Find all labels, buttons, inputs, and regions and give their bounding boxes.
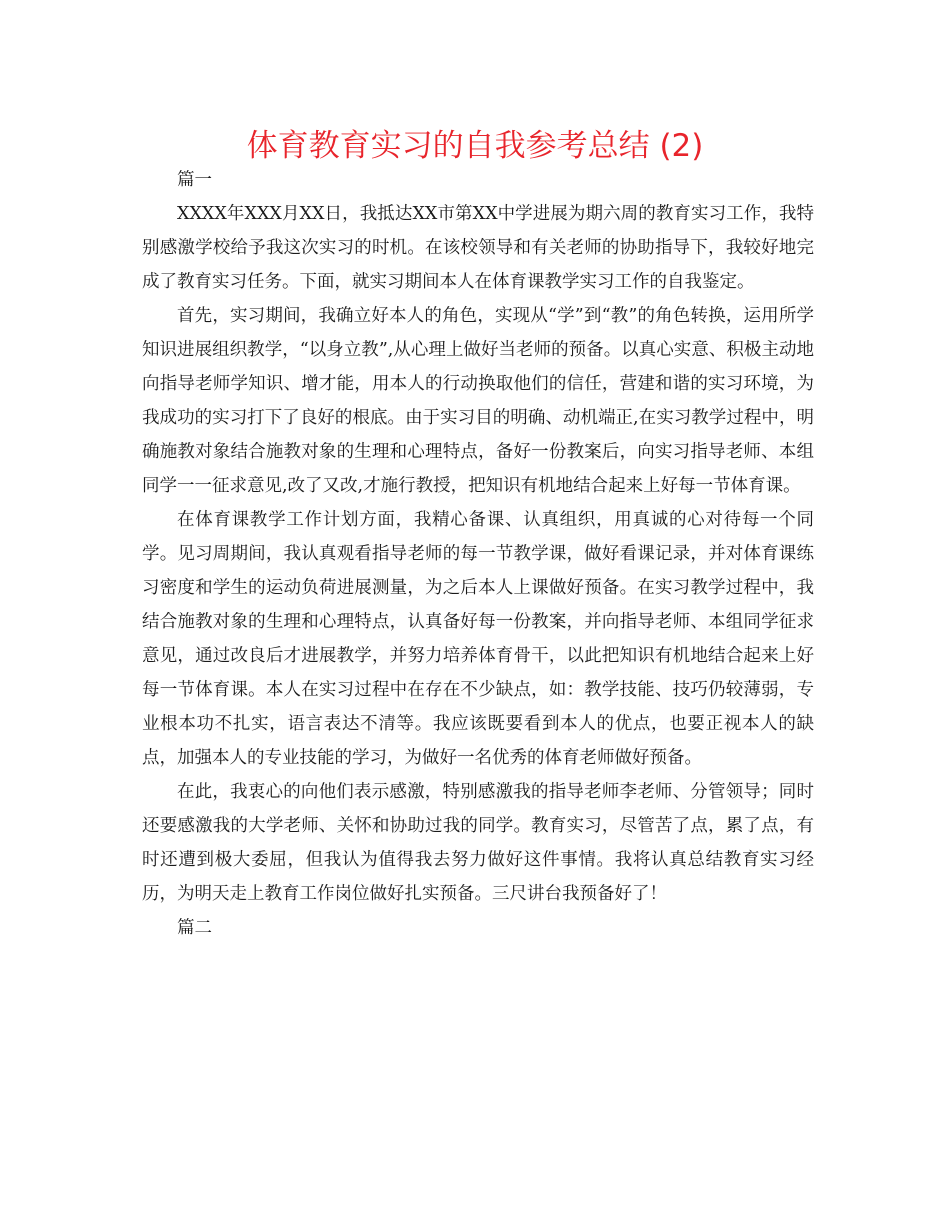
body-paragraph: XXXX年XXX月XX日，我抵达XX市第XX中学进展为期六周的教育实习工作，我特别感激学校给予我这次实习的时机。在该校领导和有关老师的协助指导下，我较好地完成了教育实习任务。下面，就实习期间本人在体育课教学实习工作的自我鉴定。 xyxy=(142,204,814,292)
body-paragraph: 在此，我衷心的向他们表示感激，特别感激我的指导老师李老师、分管领导；同时还要感激我的大学老师、关怀和协助过我的同学。教育实习，尽管苦了点，累了点，有时还遭到极大委屈，但我认为值得我去努力做好这件事情。我将认真总结教育实习经历，为明天走上教育工作岗位做好扎实预备。三尺讲台我预备好了！ xyxy=(142,782,814,904)
section-heading-one: 篇一 xyxy=(177,170,212,190)
section-heading-two: 篇二 xyxy=(177,918,212,938)
document-title: 体育教育实习的自我参考总结 (2) xyxy=(246,128,704,164)
document-body xyxy=(142,163,814,945)
body-paragraph: 在体育课教学工作计划方面，我精心备课、认真组织，用真诚的心对待每一个同学。见习周期间，我认真观看指导老师的每一节教学课，做好看课记录，并对体育课练习密度和学生的运动负荷进展测量，为之后本人上课做好预备。在实习教学过程中，我结合施教对象的生理和心理特点，认真备好每一份教案，并向指导老师、本组同学征求意见，通过改良后才进展教学，并努力培养体育骨干，以此把知识有机地结合起来上好每一节体育课。本人在实习过程中在存在不少缺点，如：教学技能、技巧仍较薄弱，专业根本功不扎实，语言表达不清等。我应该既要看到本人的优点，也要正视本人的缺点，加强本人的专业技能的学习，为做好一名优秀的体育老师做好预备。 xyxy=(142,510,814,768)
body-paragraph: 首先，实习期间，我确立好本人的角色，实现从“学”到“教”的角色转换，运用所学知识进展组织教学，“以身立教”,从心理上做好当老师的预备。以真心实意、积极主动地向指导老师学知识、增才能，用本人的行动换取他们的信任，营建和谐的实习环境，为我成功的实习打下了良好的根底。由于实习目的明确、动机端正,在实习教学过程中，明确施教对象结合施教对象的生理和心理特点，备好一份教案后，向实习指导老师、本组同学一一征求意见,改了又改,才施行教授，把知识有机地结合起来上好每一节体育课。 xyxy=(142,306,814,496)
